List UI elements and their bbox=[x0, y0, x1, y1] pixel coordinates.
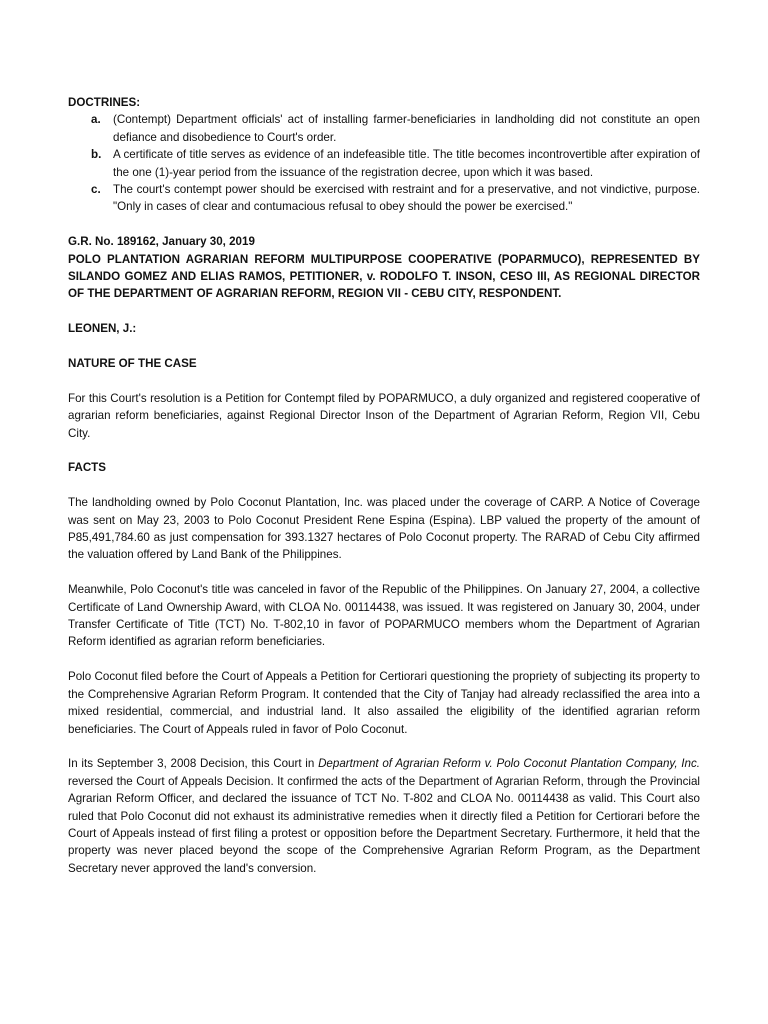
facts-paragraph-4 bbox=[68, 755, 700, 877]
facts-heading: FACTS bbox=[68, 461, 107, 475]
nature-heading: NATURE OF THE CASE bbox=[68, 357, 197, 371]
doctrines-heading: DOCTRINES: bbox=[68, 96, 141, 109]
doctrine-marker: b. bbox=[91, 148, 102, 162]
cited-case: Department of Agrarian Reform v. Polo Coconut Plantation Company, Inc. bbox=[318, 757, 700, 771]
facts-paragraph-1: The landholding owned by Polo Coconut Plantation, Inc. was placed under the coverage of CARP. A Notice of Coverage was sent on May 23, 2003 to Polo Coconut President Rene Espina (Espina). LBP valued the property of the amount of P85,491,784.60 as just compensation for 393.1327 hectares of Polo Coconut property. The RARAD of Cebu City affirmed the valuation offered by Land Bank of the Philippines. bbox=[68, 496, 700, 562]
doctrine-item bbox=[68, 181, 700, 216]
case-title: POLO PLANTATION AGRARIAN REFORM MULTIPURPOSE COOPERATIVE (POPARMUCO), REPRESENTED BY SILANDO GOMEZ AND ELIAS RAMOS, PETITIONER, v. RODOLFO T. INSON, CESO III, AS REGIONAL DIRECTOR OF THE DEPARTMENT OF AGRARIAN REFORM, REGION VII - CEBU CITY, RESPONDENT. bbox=[68, 252, 700, 301]
doctrine-item bbox=[68, 146, 700, 181]
case-number: G.R. No. 189162, January 30, 2019 bbox=[68, 235, 255, 249]
doctrine-text: The court's contempt power should be exercised with restraint and for a preservative, and not vindictive, purpose. "Only in cases of clear and contumacious refusal to obey should the power be exercised." bbox=[113, 183, 700, 214]
document-body bbox=[68, 94, 700, 877]
doctrine-marker: a. bbox=[91, 113, 101, 127]
facts-paragraph-2: Meanwhile, Polo Coconut's title was canceled in favor of the Republic of the Philippines. On January 27, 2004, a collective Certificate of Land Ownership Award, with CLOA No. 00114438, was issued. It was registered on January 30, 2004, under Transfer Certificate of Title (TCT) No. T-802,10 in favor of POPARMUCO members whom the Department of Agrarian Reform identified as agrarian reform beneficiaries. bbox=[68, 583, 700, 649]
doctrine-text: (Contempt) Department officials' act of installing farmer-beneficiaries in landholding did not constitute an open defiance and disobedience to Court's order. bbox=[113, 113, 700, 144]
paragraph-lead: In its September 3, 2008 Decision, this Court in bbox=[68, 757, 319, 771]
ponente: LEONEN, J.: bbox=[68, 322, 137, 336]
nature-paragraph: For this Court's resolution is a Petition for Contempt filed by POPARMUCO, a duly organized and registered cooperative of agrarian reform beneficiaries, against Regional Director Inson of the Department of Agrarian Reform, Region VII, Cebu City. bbox=[68, 391, 700, 440]
doctrine-marker: c. bbox=[91, 183, 101, 197]
doctrine-item bbox=[68, 111, 700, 146]
doctrines-list bbox=[68, 111, 700, 215]
paragraph-rest: reversed the Court of Appeals Decision. It confirmed the acts of the Department of Agrarian Reform, through the Provincial Agrarian Reform Officer, and declared the issuance of TCT No. T-802 and CLOA No. 00114438 as valid. This Court also ruled that Polo Coconut did not exhaust its administrative remedies when it directly filed a Petition for Certiorari before the Court of Appeals instead of first filing a protest or opposition before the Department Secretary. Furthermore, it held that the property was never placed beyond the scope of the Comprehensive Agrarian Reform Program, as the Department Secretary never approved the land's conversion. bbox=[68, 774, 700, 875]
facts-paragraph-3: Polo Coconut filed before the Court of Appeals a Petition for Certiorari questioning the propriety of subjecting its property to the Comprehensive Agrarian Reform Program. It contended that the City of Tanjay had already reclassified the area into a mixed residential, commercial, and industrial land. It also assailed the eligibility of the identified agrarian reform beneficiaries. The Court of Appeals ruled in favor of Polo Coconut. bbox=[68, 670, 700, 736]
doctrine-text: A certificate of title serves as evidence of an indefeasible title. The title becomes incontrovertible after expiration of the one (1)-year period from the issuance of the registration decree, upon which it was based. bbox=[113, 148, 700, 179]
